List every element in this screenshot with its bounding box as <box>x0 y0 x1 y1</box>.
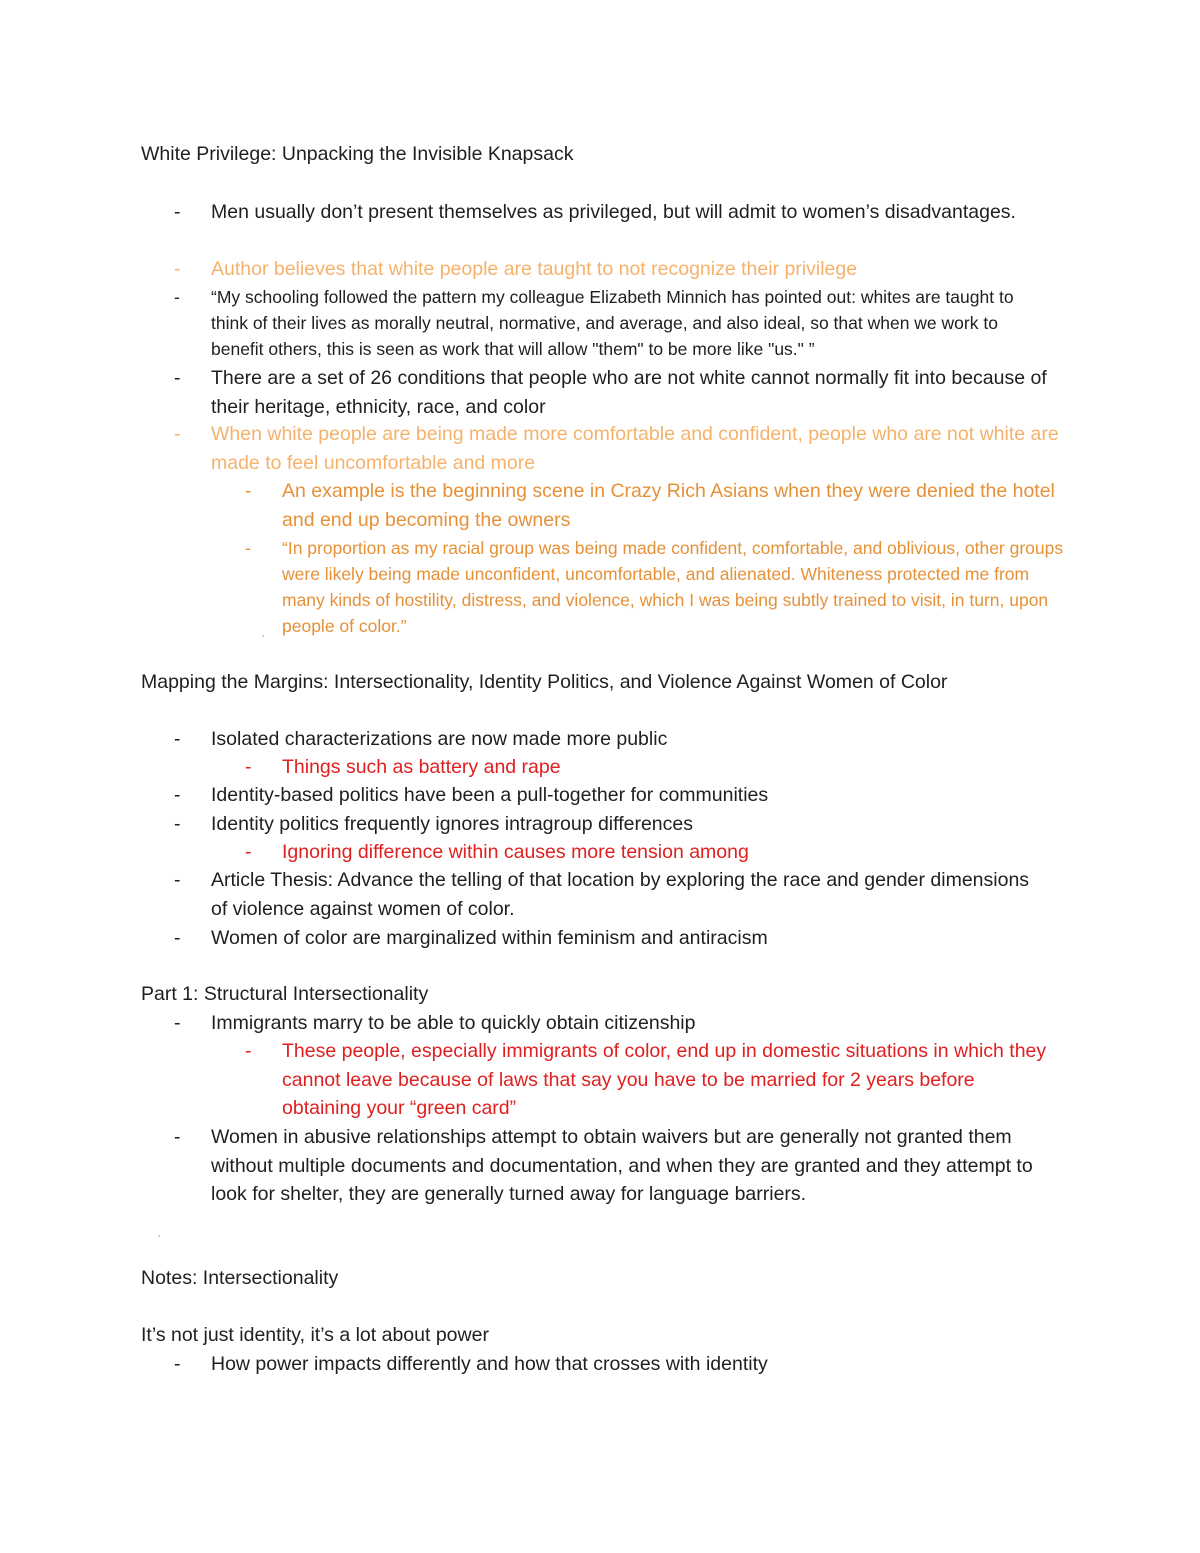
list-item-text: Identity-based politics have been a pull-together for communities <box>211 784 769 806</box>
list-item-text: Women of color are marginalized within feminism and antiracism <box>211 927 768 949</box>
bullet-dash: - <box>174 201 181 223</box>
list-item-text: Women in abusive relationships attempt to obtain waivers but are generally not granted them without multiple documents and documentation, and when they are granted and they attempt to look for shelter, they are generally turned away for language barriers. <box>211 1126 1033 1205</box>
bullet-dash: - <box>174 367 181 389</box>
bullet-dash: - <box>174 423 181 445</box>
sub-list-item-text: An example is the beginning scene in Crazy Rich Asians when they were denied the hotel and end up becoming the owners <box>282 480 1055 531</box>
bullet-dash: - <box>174 1353 181 1375</box>
section-title-white-privilege: White Privilege: Unpacking the Invisible Knapsack <box>141 143 574 165</box>
bullet-dash: - <box>245 841 252 863</box>
bullet-dash: - <box>245 1040 252 1062</box>
list-item-text: Author believes that white people are taught to not recognize their privilege <box>211 258 858 280</box>
bullet-dash: - <box>174 258 181 280</box>
sub-list-item-text: Things such as battery and rape <box>282 756 561 778</box>
list-item-text: How power impacts differently and how that crosses with identity <box>211 1353 768 1375</box>
stray-mark: ' <box>158 1234 160 1245</box>
bullet-dash: - <box>174 287 180 307</box>
list-item-text: Immigrants marry to be able to quickly obtain citizenship <box>211 1012 696 1034</box>
list-item-text: When white people are being made more comfortable and confident, people who are not white are made to feel uncomfortable and more <box>211 423 1059 474</box>
sub-list-item-text: “In proportion as my racial group was being made confident, comfortable, and oblivious, other groups were likely being made unconfident, uncomfortable, and alienated. Whiteness protected me from many kinds of hostility, distress, and violence, which I was being subtly trained to visit, in turn, upon people of color.” <box>282 538 1064 636</box>
list-item-text: Identity politics frequently ignores intragroup differences <box>211 813 693 835</box>
bullet-dash: - <box>245 480 252 502</box>
list-item-text: There are a set of 26 conditions that people who are not white cannot normally fit into because of their heritage, ethnicity, race, and color <box>211 367 1047 418</box>
bullet-dash: - <box>245 756 252 778</box>
bullet-dash: - <box>174 927 181 949</box>
section-title-mapping-margins: Mapping the Margins: Intersectionality, Identity Politics, and Violence Against Women of Color <box>141 671 948 693</box>
list-item-text: Isolated characterizations are now made more public <box>211 728 668 750</box>
sub-list-item-text: These people, especially immigrants of color, end up in domestic situations in which they cannot leave because of laws that say you have to be married for 2 years before obtaining your “green card” <box>282 1040 1047 1119</box>
list-item-text: “My schooling followed the pattern my colleague Elizabeth Minnich has pointed out: whites are taught to think of their lives as morally neutral, normative, and average, and also ideal, so that when we work to benefit others, this is seen as work that will allow "them" to be more like "us." ” <box>211 287 1014 359</box>
section-title-structural-intersectionality: Part 1: Structural Intersectionality <box>141 983 429 1005</box>
section-title-notes: Notes: Intersectionality <box>141 1267 339 1289</box>
list-item-text: Men usually don’t present themselves as privileged, but will admit to women’s disadvantages. <box>211 201 1016 223</box>
list-item-text: Article Thesis: Advance the telling of that location by exploring the race and gender dimensions of violence against women of color. <box>211 869 1030 920</box>
bullet-dash: - <box>245 538 251 558</box>
bullet-dash: - <box>174 813 181 835</box>
stray-mark: ' <box>262 634 264 645</box>
bullet-dash: - <box>174 784 181 806</box>
sub-list-item-text: Ignoring difference within causes more tension among <box>282 841 749 863</box>
bullet-dash: - <box>174 869 181 891</box>
bullet-dash: - <box>174 728 181 750</box>
notes-line: It’s not just identity, it’s a lot about power <box>141 1324 489 1346</box>
bullet-dash: - <box>174 1012 181 1034</box>
bullet-dash: - <box>174 1126 181 1148</box>
